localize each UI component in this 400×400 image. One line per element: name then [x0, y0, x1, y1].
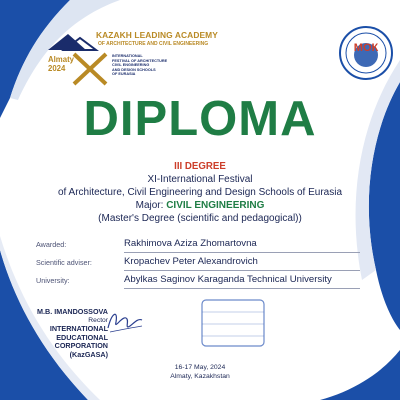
- signature-mark: [104, 306, 144, 336]
- underline: [124, 252, 360, 253]
- field-value: Kropachev Peter Alexandrovich: [124, 256, 258, 267]
- org-line: INTERNATIONAL: [49, 324, 108, 334]
- mok-seal: [339, 26, 393, 80]
- underline: [124, 270, 360, 271]
- festival-line: CIVIL ENGINEERING: [112, 63, 150, 67]
- festival-line: AND DESIGN SCHOOLS: [112, 67, 156, 72]
- field-university: [36, 274, 366, 290]
- field-label: Awarded:: [36, 240, 67, 249]
- masters-degree: (Master's Degree (scientific and pedagogical)): [98, 213, 302, 224]
- festival-line: INTERNATIONAL: [112, 54, 143, 58]
- academy-name: KAZAKH LEADING ACADEMY: [96, 30, 218, 40]
- event-date-place: [0, 364, 400, 381]
- field-value: Rakhimova Aziza Zhomartovna: [124, 238, 257, 249]
- major: [0, 200, 400, 211]
- event-place: Almaty, Kazakhstan: [170, 372, 230, 380]
- department-stamp: [198, 296, 268, 350]
- seal-text: МОК: [353, 42, 379, 54]
- festival-name-line2: of Architecture, Civil Engineering and Design Schools of Eurasia: [57, 186, 343, 198]
- org-line: EDUCATIONAL: [56, 332, 108, 342]
- field-awarded: [36, 238, 366, 254]
- festival-name: [0, 174, 400, 200]
- field-label: University:: [36, 276, 70, 285]
- logo-x-mark: [74, 54, 106, 84]
- org-line: CORPORATION (KazGASA): [54, 341, 108, 359]
- festival-lines: [112, 54, 200, 77]
- field-adviser: [36, 256, 366, 272]
- year: 2024: [48, 63, 66, 73]
- rector-block: [28, 308, 108, 360]
- field-value: Abylkas Saginov Karaganda Technical University: [124, 274, 332, 285]
- major-label: Major:: [135, 200, 164, 211]
- academy-subtitle: OF ARCHITECTURE AND CIVIL ENGINEERING: [98, 41, 209, 47]
- rector-role: Rector: [88, 316, 108, 324]
- festival-name-line1: XI-International Festival: [147, 174, 253, 185]
- rector-name: M.B. IMANDOSSOVA: [37, 307, 108, 316]
- festival-line: FESTIVAL OF ARCHITECTURE: [112, 58, 168, 63]
- city-year: [48, 56, 74, 73]
- field-label: Scientific adviser:: [36, 258, 92, 267]
- city: Almaty: [48, 55, 74, 64]
- event-dates: 16-17 May, 2024: [174, 364, 226, 371]
- underline: [124, 288, 360, 289]
- diploma-title: DIPLOMA: [83, 92, 317, 146]
- festival-line: OF EURASIA: [112, 72, 136, 76]
- major-value: CIVIL ENGINEERING: [166, 200, 265, 211]
- degree: III DEGREE: [174, 161, 226, 172]
